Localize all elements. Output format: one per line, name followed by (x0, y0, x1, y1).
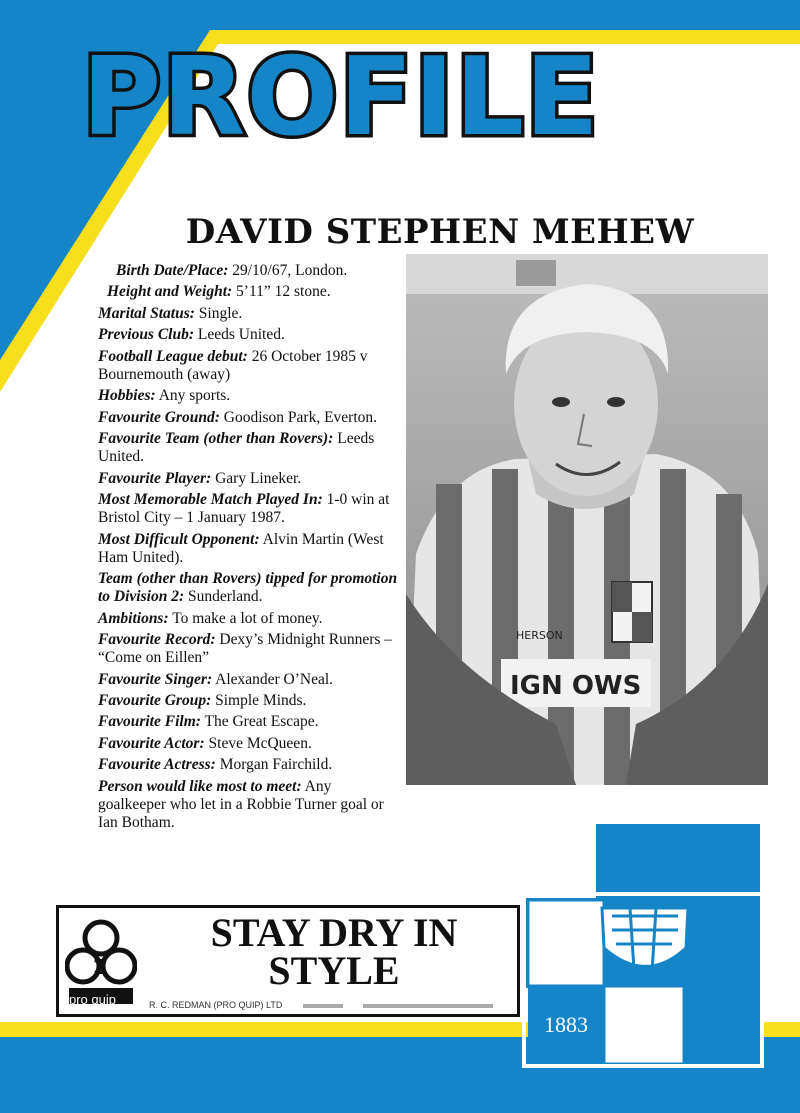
svg-text:2: 2 (93, 955, 107, 979)
fact-item: Football League debut: 26 October 1985 v Bournemouth (away) (98, 347, 368, 383)
shirt-sponsor-text: IGN OWS (510, 671, 642, 701)
profile-facts (98, 262, 398, 835)
fact-item: Previous Club: Leeds United. (98, 326, 285, 344)
fact-item: Favourite Singer: Alexander O’Neal. (98, 670, 334, 688)
fact-item: Team (other than Rovers) tipped for promotion to Division 2: Sunderland. (98, 570, 398, 606)
fact-item: Favourite Player: Gary Lineker. (98, 469, 302, 487)
fact-item: Favourite Record: Dexy’s Midnight Runners – “Come on Eillen” (98, 631, 393, 667)
fact-item: Favourite Group: Simple Minds. (98, 692, 307, 710)
fact-item: Favourite Actor: Steve McQueen. (98, 734, 312, 752)
shirt-badge-text: HERSON (516, 629, 563, 642)
fact-item: Favourite Ground: Goodison Park, Everton. (98, 408, 378, 426)
fact-item: Most Difficult Opponent: Alvin Martin (West Ham United). (98, 530, 384, 566)
fact-item: Person would like most to meet: Any goalkeeper who let in a Robbie Turner goal or Ian Botham. (98, 777, 384, 832)
player-photo (406, 254, 768, 785)
advert-box (56, 905, 520, 1017)
fact-item: Ambitions: To make a lot of money. (98, 609, 323, 627)
advert-headline: STAY DRY IN STYLE (210, 910, 458, 993)
fact-item: Favourite Team (other than Rovers): Leeds United. (98, 429, 375, 466)
fact-item: Favourite Film: The Great Escape. (98, 713, 319, 731)
fact-item: Marital Status: Single. (98, 304, 243, 322)
advert-footer: R. C. REDMAN (PRO QUIP) LTD (149, 1000, 511, 1010)
page-title: PROFILE (82, 35, 600, 160)
logo-text: pro quip (69, 992, 116, 1007)
player-name: DAVID STEPHEN MEHEW (185, 212, 695, 252)
fact-item: Height and Weight: 5’11” 12 stone. (107, 283, 331, 301)
crest-year: 1883 (544, 1012, 588, 1037)
fact-item: Birth Date/Place: 29/10/67, London. (116, 262, 348, 279)
fact-item: Hobbies: Any sports. (98, 387, 231, 405)
fact-item: Favourite Actress: Morgan Fairchild. (98, 756, 333, 774)
fact-item: Most Memorable Match Played In: 1-0 win at Bristol City – 1 January 1987. (98, 490, 390, 527)
